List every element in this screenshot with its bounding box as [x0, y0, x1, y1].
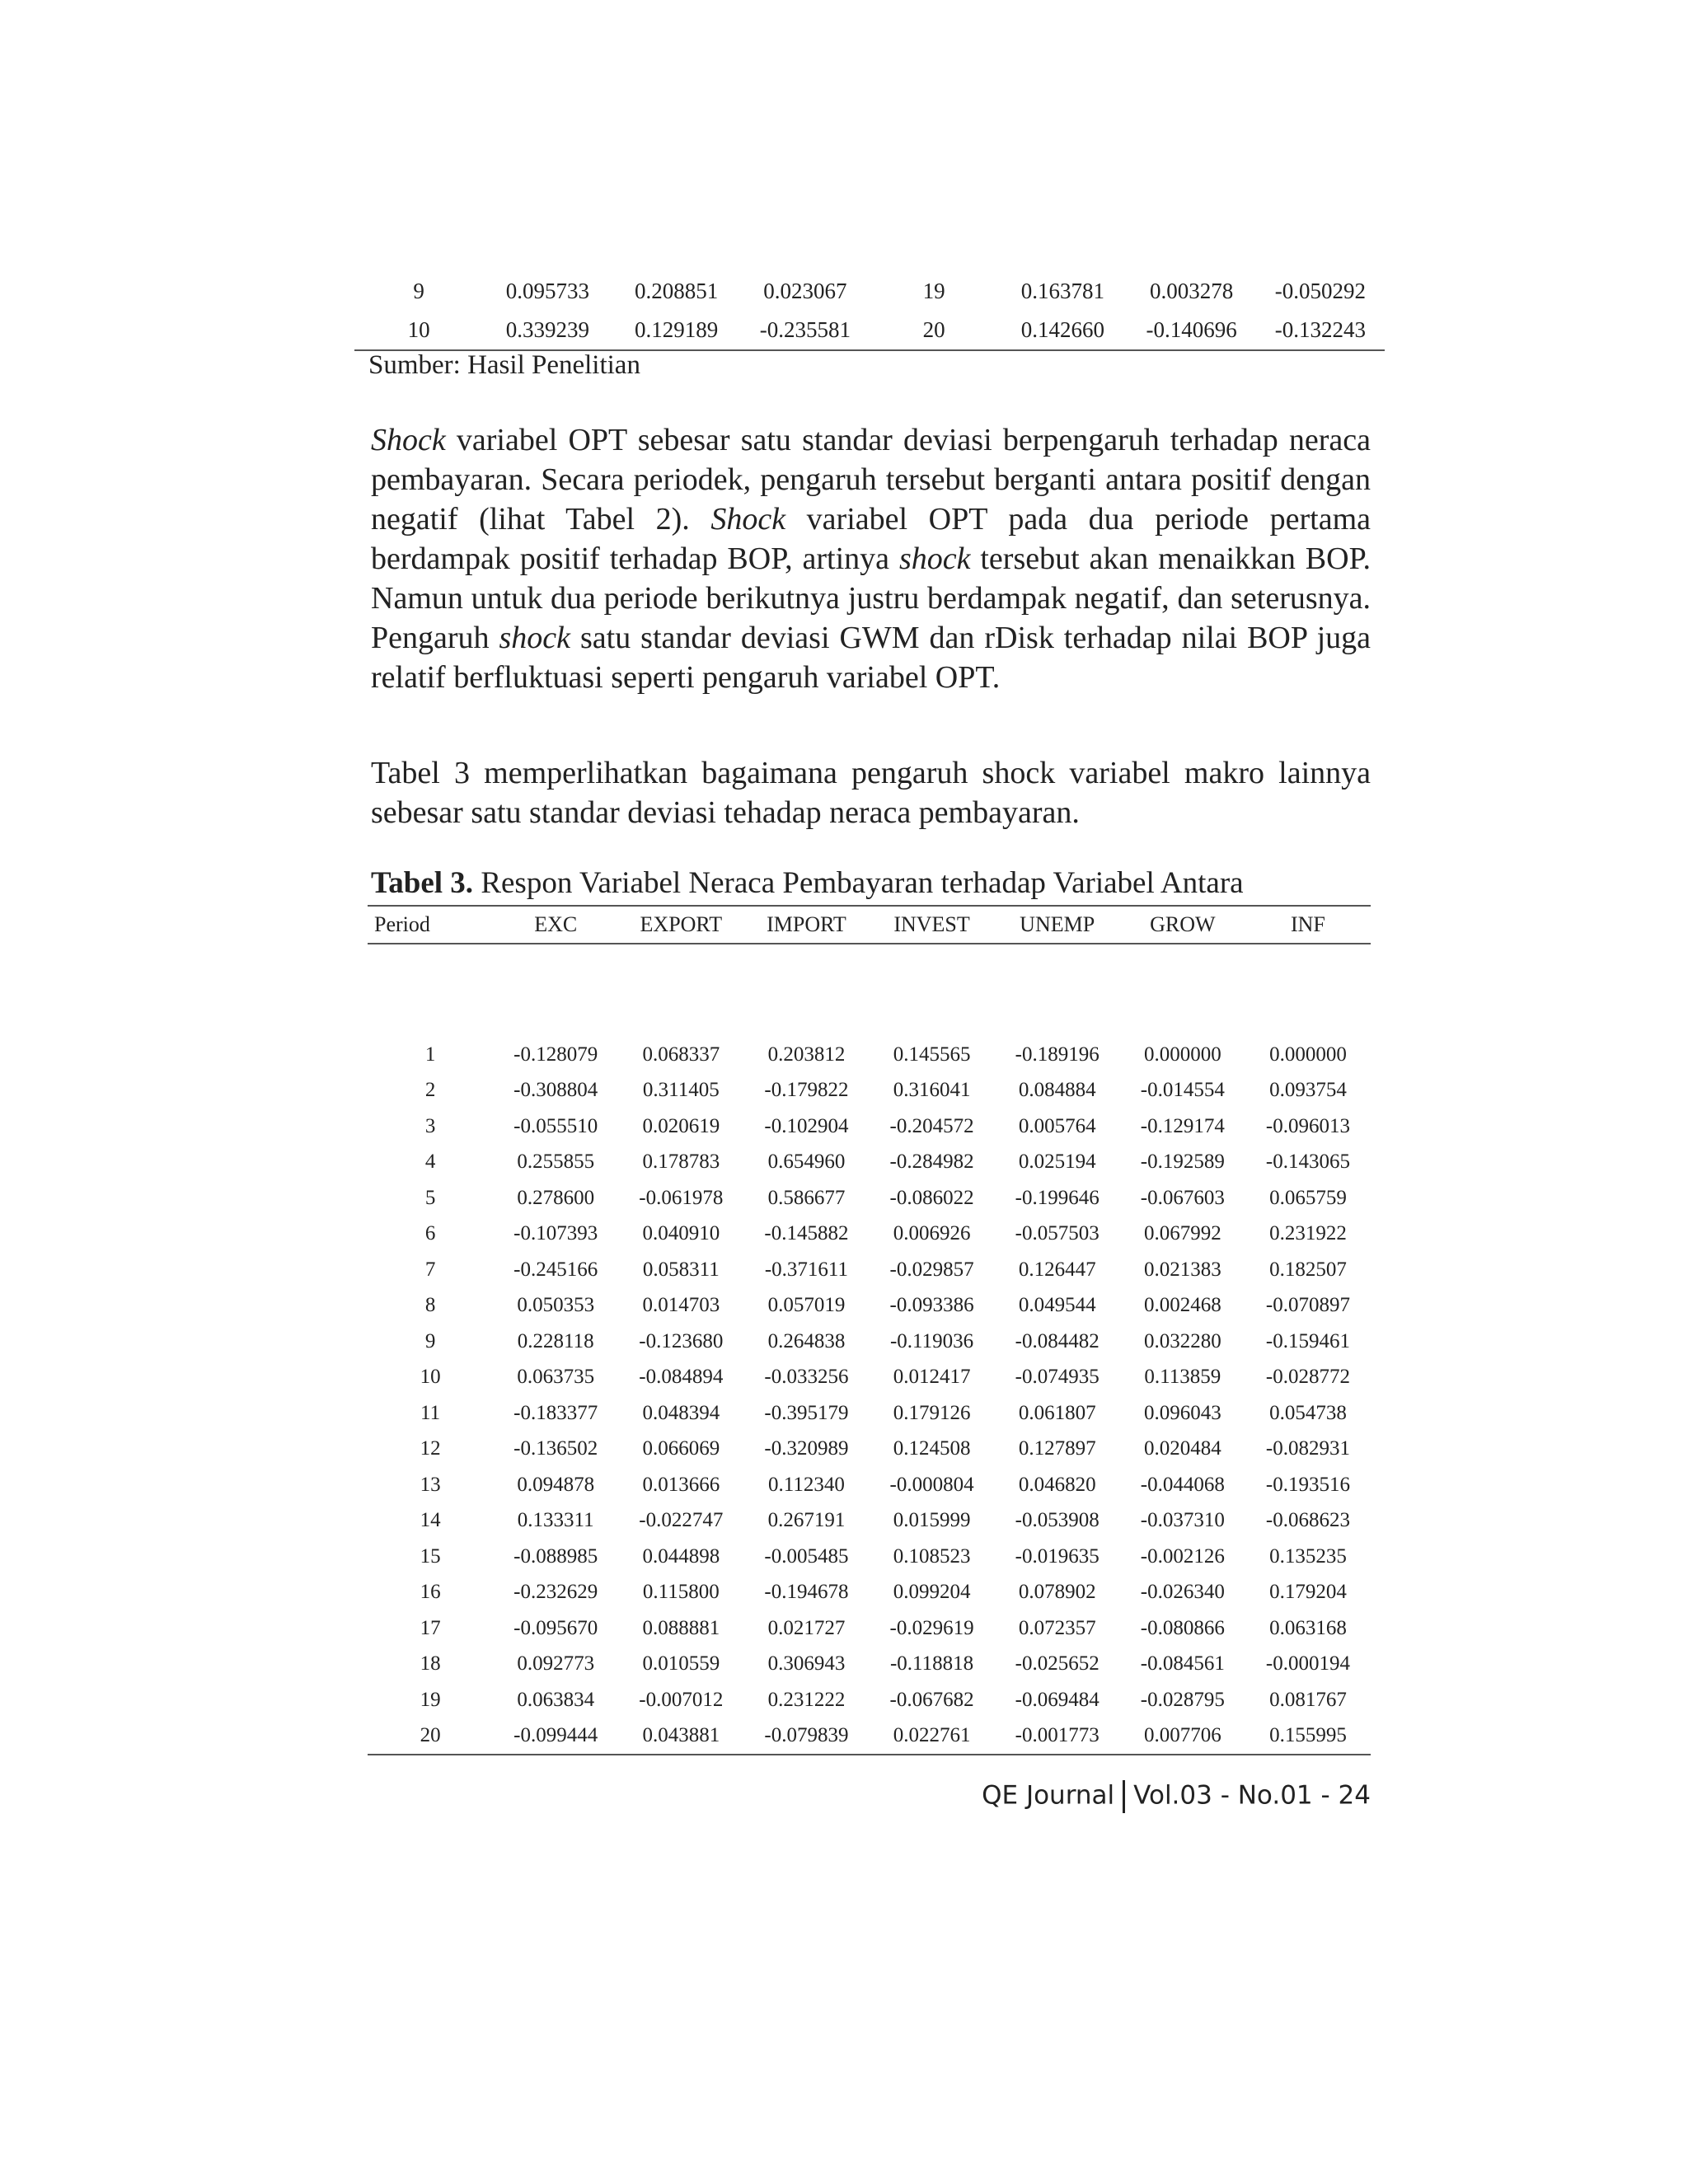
value-cell: 0.306943: [767, 1652, 846, 1675]
value-cell: 0.093754: [1269, 1079, 1347, 1102]
table-cell: 0.023067: [763, 279, 847, 303]
table-cell: 19: [922, 279, 945, 303]
value-cell: 0.113859: [1144, 1366, 1221, 1389]
value-cell: 0.022761: [870, 1718, 995, 1755]
italic-term: shock: [898, 541, 971, 576]
value-cell: -0.000804: [889, 1473, 974, 1496]
value-cell: -0.086022: [889, 1186, 974, 1209]
table-caption-label: Tabel 3.: [371, 866, 474, 900]
value-cell: 0.179204: [1269, 1581, 1347, 1604]
value-cell: -0.084894: [639, 1366, 724, 1389]
value-cell: 0.050353: [517, 1294, 595, 1317]
value-cell: -0.002126: [1140, 1544, 1225, 1568]
value-cell: -0.067682: [889, 1688, 974, 1711]
table-header-row: [368, 906, 1371, 944]
value-cell: 0.048394: [642, 1401, 720, 1424]
period-cell: 18: [420, 1652, 441, 1675]
table-cell: 20: [870, 311, 998, 350]
value-cell: -0.320989: [764, 1437, 849, 1460]
value-cell: 0.182507: [1269, 1258, 1347, 1281]
paragraph-text: variabel OPT pada dua periode pertama berdampak positif terhadap BOP, artinya: [371, 502, 1371, 576]
value-cell: 0.311405: [642, 1079, 720, 1102]
value-cell: -0.143065: [1265, 1151, 1350, 1174]
value-cell: -0.159461: [1265, 1329, 1350, 1352]
value-cell: -0.007012: [639, 1688, 724, 1711]
value-cell: -0.067603: [1140, 1186, 1225, 1209]
value-cell: -0.194678: [764, 1581, 849, 1604]
table-caption-text: Respon Variabel Neraca Pembayaran terhadap Variabel Antara: [473, 866, 1244, 900]
value-cell: -0.093386: [889, 1294, 974, 1317]
table-spacer-row: [368, 944, 1371, 1037]
value-cell: 0.155995: [1245, 1718, 1371, 1755]
value-cell: 0.316041: [893, 1079, 971, 1102]
value-cell: 0.654960: [767, 1151, 846, 1174]
value-cell: -0.026340: [1140, 1581, 1225, 1604]
value-cell: -0.189196: [1015, 1043, 1100, 1066]
value-cell: -0.037310: [1140, 1509, 1225, 1532]
value-cell: -0.118818: [889, 1652, 974, 1675]
period-cell: 14: [420, 1509, 441, 1532]
value-cell: -0.119036: [889, 1329, 974, 1352]
value-cell: -0.084561: [1140, 1652, 1225, 1675]
value-cell: -0.084482: [1015, 1329, 1100, 1352]
issue-page: Vol.03 - No.01 - 24: [1133, 1780, 1371, 1811]
table-row: [368, 1216, 1371, 1253]
value-cell: -0.129174: [1140, 1114, 1225, 1137]
value-cell: 0.228118: [517, 1329, 594, 1352]
period-cell: 5: [424, 1186, 436, 1209]
value-cell: 0.096043: [1143, 1401, 1221, 1424]
value-cell: 0.058311: [642, 1258, 720, 1281]
value-cell: 0.000000: [1269, 1043, 1347, 1066]
table-3: [368, 905, 1371, 1755]
value-cell: 0.126447: [1018, 1258, 1096, 1281]
value-cell: 0.063834: [517, 1688, 595, 1711]
value-cell: 0.179126: [893, 1401, 971, 1424]
period-cell: 4: [424, 1151, 436, 1174]
italic-term: Shock: [710, 502, 786, 537]
period-cell: 7: [424, 1258, 436, 1281]
column-header: IMPORT: [743, 906, 869, 944]
journal-name: QE Journal: [982, 1780, 1115, 1811]
source-note: Sumber: Hasil Penelitian: [368, 350, 640, 380]
table-row: [354, 311, 1385, 350]
value-cell: 0.002468: [1143, 1294, 1221, 1317]
column-header: EXC: [493, 906, 618, 944]
value-cell: -0.102904: [764, 1114, 849, 1137]
value-cell: -0.232629: [513, 1581, 598, 1604]
value-cell: -0.025652: [1015, 1652, 1100, 1675]
value-cell: -0.079839: [743, 1718, 869, 1755]
value-cell: -0.128079: [513, 1043, 598, 1066]
value-cell: -0.070897: [1265, 1294, 1350, 1317]
table-row: [368, 1575, 1371, 1611]
table-cell: 0.208851: [635, 279, 719, 303]
table-row: [368, 1467, 1371, 1503]
value-cell: 0.267191: [767, 1509, 846, 1532]
value-cell: -0.057503: [1015, 1222, 1100, 1245]
value-cell: 0.127897: [1018, 1437, 1096, 1460]
table-cell: 0.339239: [483, 311, 612, 350]
column-header: UNEMP: [995, 906, 1120, 944]
value-cell: 0.005764: [1018, 1114, 1096, 1137]
value-cell: 0.264838: [767, 1329, 846, 1352]
value-cell: -0.145882: [764, 1222, 849, 1245]
value-cell: -0.044068: [1140, 1473, 1225, 1496]
table-row: [368, 1252, 1371, 1288]
value-cell: -0.019635: [1015, 1544, 1100, 1568]
value-cell: -0.080866: [1140, 1616, 1225, 1639]
value-cell: 0.025194: [1018, 1151, 1096, 1174]
period-cell: 17: [420, 1616, 441, 1639]
value-cell: 0.057019: [767, 1294, 846, 1317]
value-cell: -0.055510: [513, 1114, 598, 1137]
value-cell: -0.193516: [1265, 1473, 1350, 1496]
value-cell: 0.084884: [1018, 1079, 1096, 1102]
value-cell: 0.231922: [1269, 1222, 1347, 1245]
value-cell: 0.061807: [1018, 1401, 1096, 1424]
value-cell: 0.586677: [767, 1186, 846, 1209]
table-cell: 9: [413, 279, 424, 303]
value-cell: 0.108523: [893, 1544, 971, 1568]
value-cell: -0.095670: [513, 1616, 598, 1639]
table-row: [368, 1324, 1371, 1360]
table-row: [368, 1145, 1371, 1181]
column-header: INVEST: [870, 906, 995, 944]
value-cell: -0.099444: [493, 1718, 618, 1755]
table-cell: 10: [354, 311, 483, 350]
top-table-continuation: [354, 272, 1385, 351]
value-cell: -0.284982: [889, 1151, 974, 1174]
value-cell: 0.063168: [1269, 1616, 1347, 1639]
value-cell: 0.012417: [893, 1366, 971, 1389]
table-row: [368, 1108, 1371, 1145]
value-cell: 0.099204: [893, 1581, 971, 1604]
page-footer: [982, 1780, 1371, 1813]
period-cell: 20: [368, 1718, 493, 1755]
value-cell: 0.021727: [767, 1616, 846, 1639]
period-cell: 16: [420, 1581, 441, 1604]
column-header: Period: [368, 906, 493, 944]
value-cell: 0.049544: [1018, 1294, 1096, 1317]
period-cell: 2: [424, 1079, 436, 1102]
table-row: [368, 1288, 1371, 1324]
period-cell: 1: [424, 1043, 436, 1066]
table-row: [368, 1539, 1371, 1575]
value-cell: 0.040910: [642, 1222, 720, 1245]
value-cell: 0.135235: [1269, 1544, 1347, 1568]
column-header: EXPORT: [618, 906, 743, 944]
value-cell: -0.000194: [1265, 1652, 1350, 1675]
value-cell: 0.092773: [517, 1652, 595, 1675]
value-cell: -0.107393: [513, 1222, 598, 1245]
period-cell: 3: [424, 1114, 436, 1137]
table-cell: 0.003278: [1150, 279, 1234, 303]
value-cell: 0.063735: [517, 1366, 595, 1389]
value-cell: -0.028795: [1140, 1688, 1225, 1711]
value-cell: -0.029619: [889, 1616, 974, 1639]
value-cell: -0.183377: [513, 1401, 598, 1424]
value-cell: -0.308804: [513, 1079, 598, 1102]
value-cell: 0.078902: [1018, 1581, 1096, 1604]
table-row: [368, 1682, 1371, 1718]
table-row: [368, 1395, 1371, 1432]
paragraph-opt-shock: [371, 420, 1371, 697]
value-cell: 0.068337: [642, 1043, 720, 1066]
value-cell: -0.001773: [995, 1718, 1120, 1755]
value-cell: 0.014703: [642, 1294, 720, 1317]
value-cell: 0.203812: [767, 1043, 846, 1066]
value-cell: 0.178783: [642, 1151, 720, 1174]
value-cell: -0.005485: [764, 1544, 849, 1568]
period-cell: 9: [424, 1329, 436, 1352]
table-cell: 0.142660: [998, 311, 1127, 350]
value-cell: 0.066069: [642, 1437, 720, 1460]
value-cell: 0.088881: [642, 1616, 720, 1639]
paragraph-text: tersebut akan menaikkan BOP. Namun untuk dua periode berikutnya justru berdampak negatif, dan seterusnya. Pengaruh: [371, 541, 1371, 655]
value-cell: 0.072357: [1018, 1616, 1096, 1639]
value-cell: 0.067992: [1143, 1222, 1221, 1245]
value-cell: -0.061978: [639, 1186, 724, 1209]
table-cell: -0.050292: [1274, 279, 1366, 303]
table-row: [368, 1037, 1371, 1073]
value-cell: -0.029857: [889, 1258, 974, 1281]
value-cell: 0.065759: [1269, 1186, 1347, 1209]
value-cell: -0.192589: [1140, 1151, 1225, 1174]
value-cell: 0.278600: [517, 1186, 595, 1209]
table-row: [368, 1610, 1371, 1647]
table-row: [368, 1718, 1371, 1755]
period-cell: 8: [424, 1294, 436, 1317]
value-cell: 0.054738: [1269, 1401, 1347, 1424]
period-cell: 6: [424, 1222, 436, 1245]
value-cell: -0.033256: [764, 1366, 849, 1389]
period-cell: 11: [420, 1401, 441, 1424]
period-cell: 12: [420, 1437, 441, 1460]
value-cell: -0.199646: [1015, 1186, 1100, 1209]
value-cell: 0.043881: [618, 1718, 743, 1755]
value-cell: -0.074935: [1015, 1366, 1100, 1389]
value-cell: 0.255855: [517, 1151, 595, 1174]
table-row: [368, 1360, 1371, 1396]
value-cell: -0.395179: [764, 1401, 849, 1424]
value-cell: 0.015999: [893, 1509, 971, 1532]
value-cell: -0.123680: [639, 1329, 724, 1352]
period-cell: 19: [420, 1688, 441, 1711]
column-header: GROW: [1120, 906, 1245, 944]
table-cell: 0.129189: [612, 311, 741, 350]
table-row: [368, 1432, 1371, 1468]
value-cell: -0.088985: [513, 1544, 598, 1568]
italic-term: shock: [499, 621, 571, 655]
value-cell: -0.068623: [1265, 1509, 1350, 1532]
table-caption: [371, 864, 1371, 903]
footer-separator: [1123, 1780, 1125, 1813]
period-cell: 10: [420, 1366, 441, 1389]
paragraph-text: satu standar deviasi GWM dan rDisk terhadap nilai BOP juga relatif berfluktuasi seperti pengaruh variabel OPT.: [371, 621, 1371, 695]
value-cell: 0.115800: [642, 1581, 720, 1604]
value-cell: -0.053908: [1015, 1509, 1100, 1532]
italic-term: Shock: [371, 423, 446, 457]
value-cell: 0.020484: [1143, 1437, 1221, 1460]
value-cell: -0.204572: [889, 1114, 974, 1137]
value-cell: 0.021383: [1143, 1258, 1221, 1281]
table-cell: -0.235581: [741, 311, 870, 350]
table-cell: 0.095733: [505, 279, 589, 303]
value-cell: 0.046820: [1018, 1473, 1096, 1496]
paragraph-table3-intro: Tabel 3 memperlihatkan bagaimana pengaruh shock variabel makro lainnya sebesar satu standar deviasi tehadap neraca pembayaran.: [371, 756, 1371, 830]
value-cell: 0.145565: [893, 1043, 971, 1066]
paragraph-text: variabel OPT sebesar satu standar deviasi berpengaruh terhadap neraca pembayaran. Secara periodek, pengaruh tersebut berganti antara positif dengan negatif (lihat Tabel 2).: [371, 423, 1371, 537]
value-cell: 0.124508: [893, 1437, 971, 1460]
period-cell: 13: [420, 1473, 441, 1496]
table-row: [368, 1647, 1371, 1683]
value-cell: -0.014554: [1140, 1079, 1225, 1102]
value-cell: 0.231222: [767, 1688, 846, 1711]
value-cell: -0.096013: [1265, 1114, 1350, 1137]
value-cell: -0.245166: [513, 1258, 598, 1281]
value-cell: 0.010559: [642, 1652, 720, 1675]
value-cell: 0.112340: [768, 1473, 845, 1496]
value-cell: 0.133311: [517, 1509, 594, 1532]
table-row: [368, 1180, 1371, 1216]
table-cell: -0.132243: [1256, 311, 1385, 350]
table-cell: 0.163781: [1020, 279, 1104, 303]
value-cell: 0.006926: [893, 1222, 971, 1245]
value-cell: 0.044898: [642, 1544, 720, 1568]
value-cell: -0.069484: [1015, 1688, 1100, 1711]
value-cell: -0.028772: [1265, 1366, 1350, 1389]
value-cell: 0.007706: [1120, 1718, 1245, 1755]
value-cell: -0.179822: [764, 1079, 849, 1102]
column-header: INF: [1245, 906, 1371, 944]
table-row: [354, 272, 1385, 311]
table-row: [368, 1073, 1371, 1109]
table-row: [368, 1503, 1371, 1540]
value-cell: 0.094878: [517, 1473, 595, 1496]
table-cell: -0.140696: [1128, 311, 1256, 350]
value-cell: 0.013666: [642, 1473, 720, 1496]
value-cell: 0.020619: [642, 1114, 720, 1137]
value-cell: 0.081767: [1269, 1688, 1347, 1711]
value-cell: -0.371611: [764, 1258, 849, 1281]
value-cell: -0.022747: [639, 1509, 724, 1532]
period-cell: 15: [420, 1544, 441, 1568]
value-cell: 0.032280: [1143, 1329, 1221, 1352]
value-cell: -0.082931: [1265, 1437, 1350, 1460]
value-cell: -0.136502: [513, 1437, 598, 1460]
value-cell: 0.000000: [1143, 1043, 1221, 1066]
